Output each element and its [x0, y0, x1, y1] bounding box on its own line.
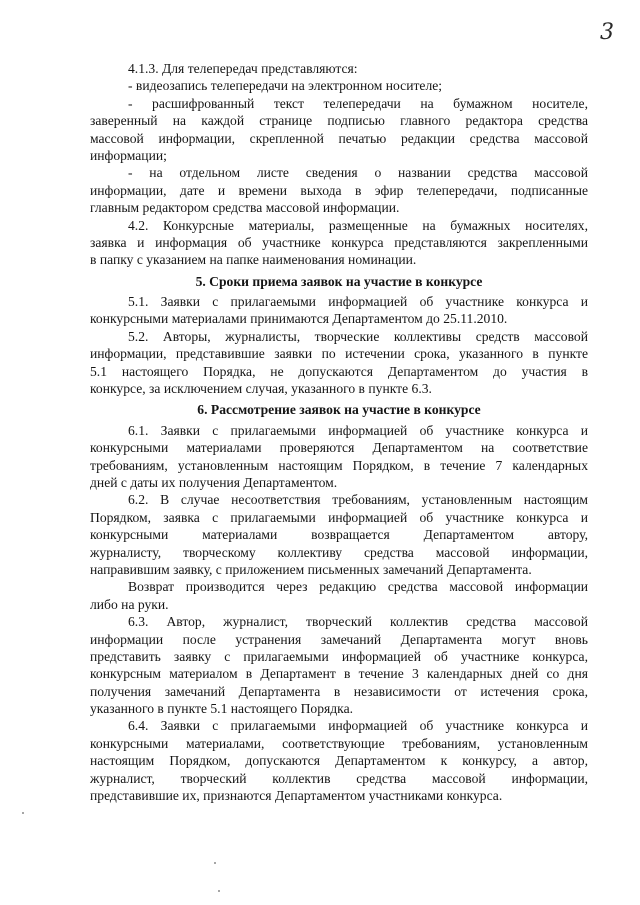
text-line: конкурсе, за исключением случая, указанного в пункте 6.3.	[90, 381, 432, 397]
document-body	[90, 60, 588, 804]
text-line: информации;	[90, 147, 167, 163]
text-line: представившие их, признаются Департаментом участниками конкурса.	[90, 788, 503, 804]
text-line: 5.2. Авторы, журналисты, творческие коллективы средств массовой	[128, 328, 588, 344]
page-number: 3	[600, 20, 614, 45]
text-line: 6.2. В случае несоответствия требованиям, установленным настоящим	[128, 492, 588, 508]
text-line: заявка и информация об участнике конкурса представляются закрепленными	[90, 234, 588, 250]
text-line: 5.1. Заявки с прилагаемыми информацией об участнике конкурса и	[128, 294, 588, 310]
text-line: получения замечаний Департамента в независимости от истечения срока,	[90, 683, 588, 699]
section-5-heading: 5. Сроки приема заявок на участие в конкурсе	[195, 273, 483, 289]
text-line: информации, представившие заявки по истечении срока, указанного в пункте	[90, 346, 588, 362]
text-line: информации после устранения замечаний Департамента могут вновь	[90, 631, 588, 647]
paragraph-4-1-3	[90, 60, 588, 217]
text-line: представить заявку с прилагаемыми информацией об участнике конкурса,	[90, 648, 588, 664]
text-line: главным редактором средства массовой информации.	[90, 200, 400, 216]
paragraph-6-2-return	[90, 578, 588, 613]
paragraph-6-1	[90, 422, 588, 492]
scan-speck	[218, 890, 220, 892]
text-line: конкурсными материалами принимаются Департаментом до 25.11.2010.	[90, 311, 508, 327]
text-line: - на отдельном листе сведения о названии средства массовой	[128, 165, 588, 181]
text-line: требованиям, установленным настоящим Порядком, в течение 7 календарных	[90, 457, 588, 473]
text-line: Порядком, заявка с прилагаемыми информацией об участнике конкурса и	[90, 509, 588, 525]
text-line: 4.1.3. Для телепередач представляются:	[128, 61, 358, 76]
text-line: направившим заявку, с приложением письменных замечаний Департамента.	[90, 561, 532, 577]
text-line: - расшифрованный текст телепередачи на бумажном носителе,	[128, 95, 588, 111]
text-line: 6.4. Заявки с прилагаемыми информацией об участнике конкурса и	[128, 718, 588, 734]
text-line: - видеозапись телепередачи на электронном носителе;	[128, 78, 443, 94]
section-6-heading: 6. Рассмотрение заявок на участие в конкурсе	[197, 402, 481, 418]
text-line: массовой информации, скрепленной печатью редакции средства массовой	[90, 130, 588, 146]
text-line: журналист, творческий коллектив средства массовой информации,	[90, 770, 588, 786]
text-line: дней с даты их получения Департаментом.	[90, 474, 338, 490]
text-line: настоящим Порядком, допускаются Департаментом к конкурсу, а автор,	[90, 753, 588, 769]
text-line: 4.2. Конкурсные материалы, размещенные на бумажных носителях,	[128, 217, 588, 233]
text-line: конкурсными материалами проверяются Департаментом на соответствие	[90, 440, 588, 456]
text-line: либо на руки.	[90, 596, 169, 612]
paragraph-6-3	[90, 613, 588, 717]
scan-speck	[214, 862, 216, 864]
paragraph-5-1	[90, 293, 588, 328]
text-line: конкурсными материалами возвращается Департаментом автору,	[90, 527, 588, 543]
paragraph-5-2	[90, 328, 588, 398]
text-line: заверенный на каждой странице подписью главного редактора средства	[90, 113, 588, 129]
text-line: Возврат производится через редакцию средства массовой информации	[128, 579, 588, 595]
text-line: 5.1 настоящего Порядка, не допускаются Департаментом до участия в	[90, 363, 588, 379]
text-line: 6.3. Автор, журналист, творческий коллектив средства массовой	[128, 614, 588, 630]
text-line: указанного в пункте 5.1 настоящего Порядка.	[90, 701, 353, 717]
paragraph-4-2	[90, 217, 588, 269]
paragraph-6-4	[90, 717, 588, 804]
text-line: информации, дате и времени выхода в эфир телепередачи, подписанные	[90, 182, 588, 198]
text-line: конкурсным материалом в Департамент в течение 3 календарных дней со дня	[90, 666, 588, 682]
paragraph-6-2	[90, 491, 588, 578]
scan-speck	[22, 812, 24, 814]
text-line: журналисту, творческому коллективу средства массовой информации,	[90, 544, 588, 560]
text-line: в папку с указанием на папке наименования номинации.	[90, 252, 417, 268]
text-line: конкурсными материалами, соответствующие требованиям, установленным	[90, 735, 588, 751]
text-line: 6.1. Заявки с прилагаемыми информацией об участнике конкурса и	[128, 422, 588, 438]
